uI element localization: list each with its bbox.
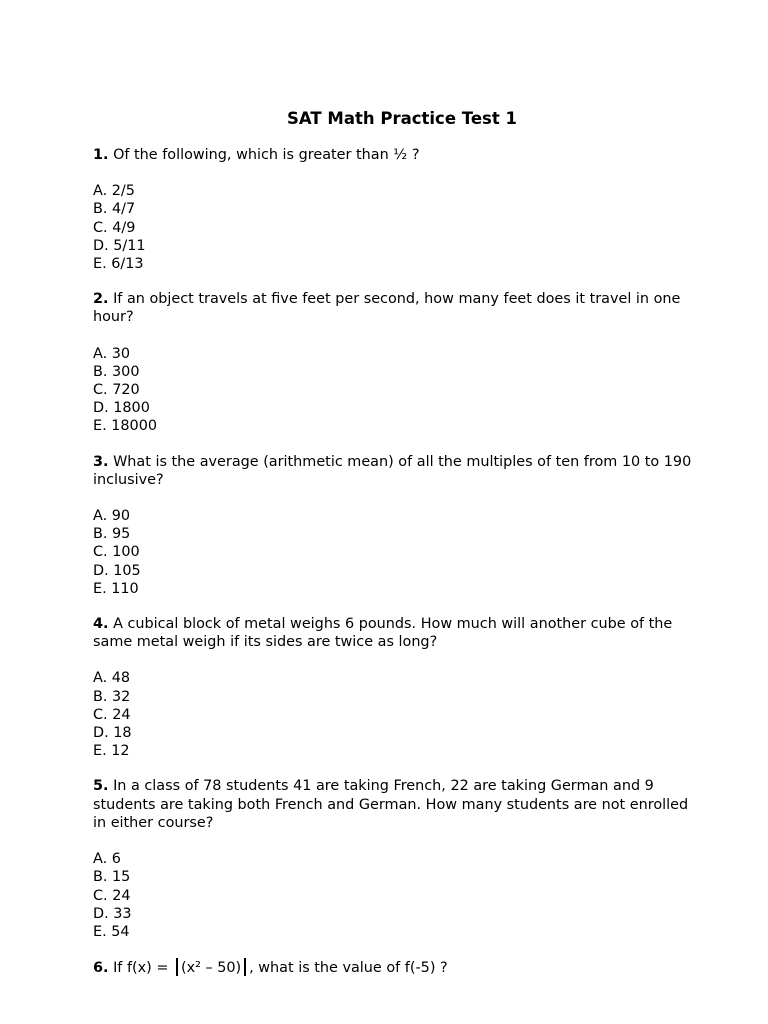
answer-option: B. 300 — [93, 363, 140, 380]
question-4 — [93, 615, 693, 760]
answer-option: C. 100 — [93, 544, 140, 561]
answer-option: E. 54 — [93, 923, 130, 940]
answer-option: A. 6 — [93, 851, 121, 868]
question-prompt: In a class of 78 students 41 are taking French, 22 are taking German and 9 students are taking both French and German. How many students are not enrolled in either course? — [93, 778, 689, 831]
answer-option: E. 18000 — [93, 418, 158, 435]
answer-option: C. 24 — [93, 706, 131, 723]
question-6 — [93, 958, 693, 977]
question-prompt: A cubical block of metal weighs 6 pounds. How much will another cube of the same metal weigh if its sides are twice as long? — [93, 616, 673, 651]
answer-option: C. 720 — [93, 382, 140, 399]
question-prompt-start: If f(x) = — [113, 960, 173, 977]
question-text — [93, 146, 693, 164]
question-number: 5. — [93, 778, 109, 795]
question-text — [93, 777, 693, 832]
question-text — [93, 958, 693, 977]
answer-option: D. 105 — [93, 562, 141, 579]
question-prompt: Of the following, which is greater than ½ ? — [113, 147, 420, 163]
answer-option: C. 24 — [93, 887, 131, 904]
absolute-value-bar-right — [244, 958, 246, 976]
question-text — [93, 290, 693, 326]
question-number: 6. — [93, 960, 109, 977]
question-2 — [93, 290, 693, 435]
answer-option: D. 5/11 — [93, 237, 146, 254]
question-1 — [93, 146, 693, 273]
question-number: 1. — [93, 147, 109, 163]
answer-option: D. 1800 — [93, 400, 150, 417]
answer-options — [93, 345, 693, 436]
answer-option: A. 30 — [93, 345, 131, 362]
question-prompt: If an object travels at five feet per second, how many feet does it travel in one hour? — [93, 291, 681, 326]
answer-options — [93, 669, 693, 760]
answer-option: B. 4/7 — [93, 201, 136, 218]
question-expression: (x² – 50) — [180, 960, 242, 977]
answer-option: E. 6/13 — [93, 256, 144, 273]
question-number: 4. — [93, 616, 109, 633]
answer-option: A. 90 — [93, 508, 131, 525]
answer-option: C. 4/9 — [93, 219, 136, 236]
answer-option: B. 95 — [93, 526, 131, 543]
question-number: 3. — [93, 453, 109, 470]
answer-option: A. 48 — [93, 670, 131, 687]
answer-option: A. 2/5 — [93, 183, 135, 200]
answer-option: E. 110 — [93, 580, 139, 597]
answer-options — [93, 507, 693, 598]
question-number: 2. — [93, 291, 109, 308]
answer-options — [93, 850, 693, 941]
answer-option: B. 15 — [93, 869, 131, 886]
question-text — [93, 615, 693, 651]
answer-option: D. 18 — [93, 725, 132, 742]
question-prompt-end: , what is the value of f(-5) ? — [249, 960, 448, 977]
answer-option: B. 32 — [93, 688, 131, 705]
answer-option: D. 33 — [93, 905, 132, 922]
question-prompt: What is the average (arithmetic mean) of all the multiples of ten from 10 to 190 inclusive? — [93, 453, 692, 488]
answer-options — [93, 182, 693, 273]
absolute-value-bar-left — [176, 958, 178, 976]
question-text — [93, 453, 693, 489]
question-5 — [93, 777, 693, 941]
answer-option: E. 12 — [93, 743, 130, 760]
page-title: SAT Math Practice Test 1 — [287, 109, 517, 128]
document-page — [93, 108, 693, 995]
question-3 — [93, 453, 693, 598]
